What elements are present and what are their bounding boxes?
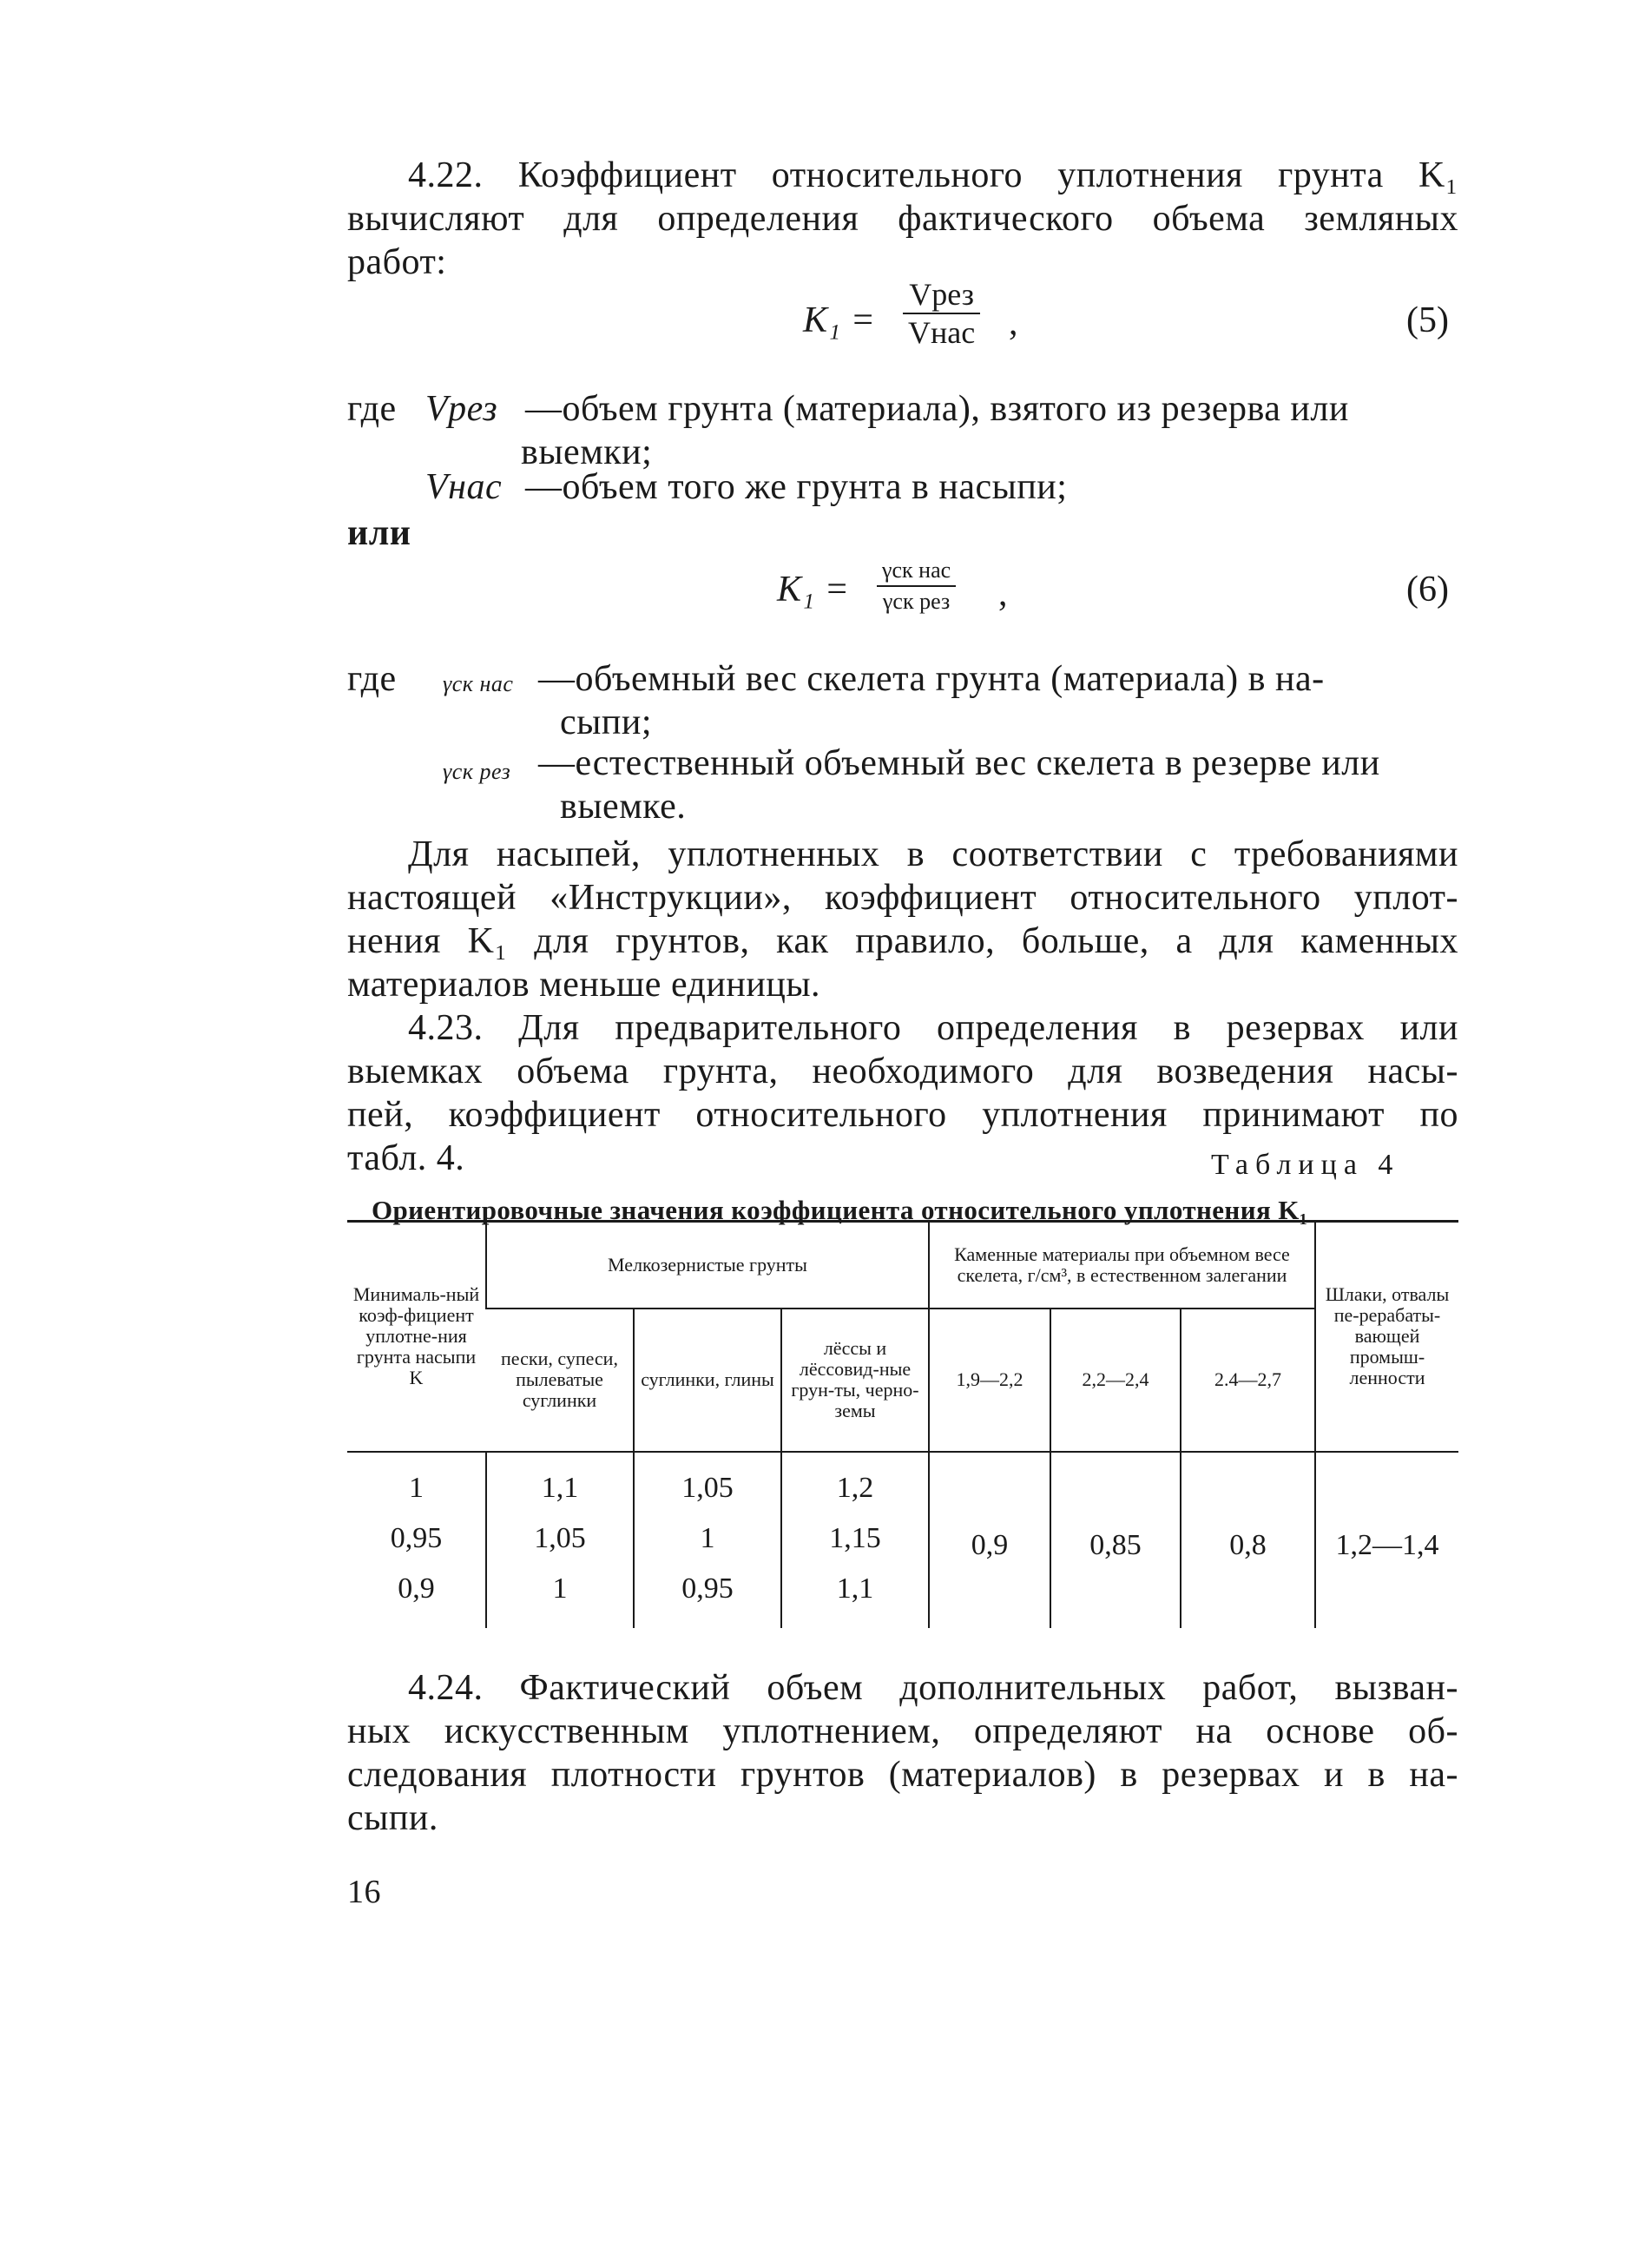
cell-k: 0,9	[398, 1572, 435, 1605]
header-range-2: 2,2—2,4	[1050, 1309, 1181, 1452]
para-422-line-1: 4.22. Коэффициент относительного уплотнения грунта K₁	[408, 155, 1458, 195]
header-slag: Шлаки, отвалы пе-рерабаты-вающей промыш-ленности	[1315, 1222, 1458, 1452]
cell-loess: 1,2	[781, 1452, 929, 1513]
symbol-gamma-nas: γск нас	[443, 671, 514, 696]
para-423-line-1: 4.23. Для предварительного определения в резервах или	[408, 1008, 1458, 1048]
table-row	[347, 1452, 1458, 1513]
header-min-coefficient: Минималь-ный коэф-фициент уплотне-ния грунта насыпи K	[347, 1222, 486, 1452]
cell-sand: 1,1	[486, 1452, 634, 1513]
table-title: Ориентировочные значения коэффициента относительного уплотнения K₁	[372, 1195, 1308, 1225]
formula-5-tail: ,	[1009, 303, 1018, 343]
header-fine-soils: Мелкозернистые грунты	[486, 1222, 929, 1309]
cell-k: 1	[409, 1471, 424, 1504]
cell-stone-range-2: 0,85	[1050, 1452, 1181, 1628]
para-424-line-2: ных искусственным уплотнением, определяют на основе об-	[347, 1711, 1458, 1751]
cell-stone-range-1: 0,9	[929, 1452, 1050, 1628]
header-range-3: 2.4—2,7	[1181, 1309, 1315, 1452]
page-number: 16	[347, 1874, 381, 1910]
symbol-v-rez: Vрез	[425, 389, 498, 429]
gamma-rez-desc-2: выемке.	[560, 787, 687, 827]
cell-loam: 1,05	[634, 1452, 781, 1513]
header-loam: суглинки, глины	[634, 1309, 781, 1452]
para-424-line-3: следования плотности грунтов (материалов) в резервах и в на-	[347, 1755, 1458, 1795]
cell-sand: 1	[486, 1564, 634, 1628]
cell-loess: 1,1	[781, 1564, 929, 1628]
embank-line-4: материалов меньше единицы.	[347, 965, 821, 1005]
para-422-line-2: вычисляют для определения фактического объема земляных	[347, 199, 1458, 239]
formula-5-lhs: K₁ =	[803, 300, 876, 340]
para-423-line-4: табл. 4.	[347, 1138, 465, 1178]
gamma-nas-desc-2: сыпи;	[560, 702, 652, 742]
equation-number-5: (5)	[1406, 300, 1449, 340]
para-422-line-3: работ:	[347, 242, 447, 282]
or-word: или	[347, 513, 411, 553]
embank-line-3: нения K₁ для грунтов, как правило, больше, а для каменных	[347, 921, 1458, 961]
formula-6-tail: ,	[998, 574, 1008, 614]
formula-5-numerator: Vрез	[903, 276, 980, 314]
embank-line-1: Для насыпей, уплотненных в соответствии с требованиями	[408, 834, 1458, 874]
cell-loam: 1	[634, 1513, 781, 1564]
symbol-v-nas: Vнас	[425, 467, 503, 507]
cell-loess: 1,15	[781, 1513, 929, 1564]
cell-slag: 1,2—1,4	[1315, 1452, 1458, 1628]
formula-6-fraction	[877, 556, 956, 616]
cell-sand: 1,05	[486, 1513, 634, 1564]
equation-number-6: (6)	[1406, 570, 1449, 610]
where-word-2: где	[347, 659, 397, 699]
header-range-1: 1,9—2,2	[929, 1309, 1050, 1452]
symbol-gamma-rez: γск рез	[443, 759, 511, 784]
formula-6-denominator: γск рез	[882, 589, 951, 614]
formula-6-numerator: γск нас	[877, 556, 956, 587]
gamma-nas-desc-1: —объемный вес скелета грунта (материала) в на-	[538, 659, 1325, 699]
formula-5-denominator: Vнас	[908, 315, 976, 350]
table-number: Таблица 4	[1211, 1149, 1400, 1181]
v-rez-desc-2: выемки;	[521, 432, 653, 472]
para-424-line-1: 4.24. Фактический объем дополнительных работ, вызван-	[408, 1668, 1458, 1708]
embank-line-2: настоящей «Инструкции», коэффициент относительного уплот-	[347, 878, 1458, 918]
v-rez-desc-1: —объем грунта (материала), взятого из резерва или	[525, 389, 1349, 429]
cell-loam: 0,95	[634, 1564, 781, 1628]
compaction-table	[347, 1220, 1458, 1628]
header-sand: пески, супеси, пылеватые суглинки	[486, 1309, 634, 1452]
gamma-rez-desc-1: —естественный объемный вес скелета в резерве или	[538, 743, 1380, 783]
para-423-line-2: выемках объема грунта, необходимого для возведения насы-	[347, 1051, 1458, 1091]
where-word-1: где	[347, 389, 397, 429]
header-stone-materials: Каменные материалы при объемном весе скелета, г/см³, в естественном залегании	[929, 1222, 1315, 1309]
formula-5-fraction	[903, 276, 980, 351]
cell-stone-range-3: 0,8	[1181, 1452, 1315, 1628]
cell-k: 0,95	[390, 1521, 443, 1554]
formula-6-lhs: K₁ =	[777, 570, 850, 610]
para-423-line-3: пей, коэффициент относительного уплотнения принимают по	[347, 1095, 1458, 1135]
header-loess: лёссы и лёссовид-ные грун-ты, черно-земы	[781, 1309, 929, 1452]
v-nas-desc: —объем того же грунта в насыпи;	[525, 467, 1068, 507]
para-424-line-4: сыпи.	[347, 1798, 438, 1838]
